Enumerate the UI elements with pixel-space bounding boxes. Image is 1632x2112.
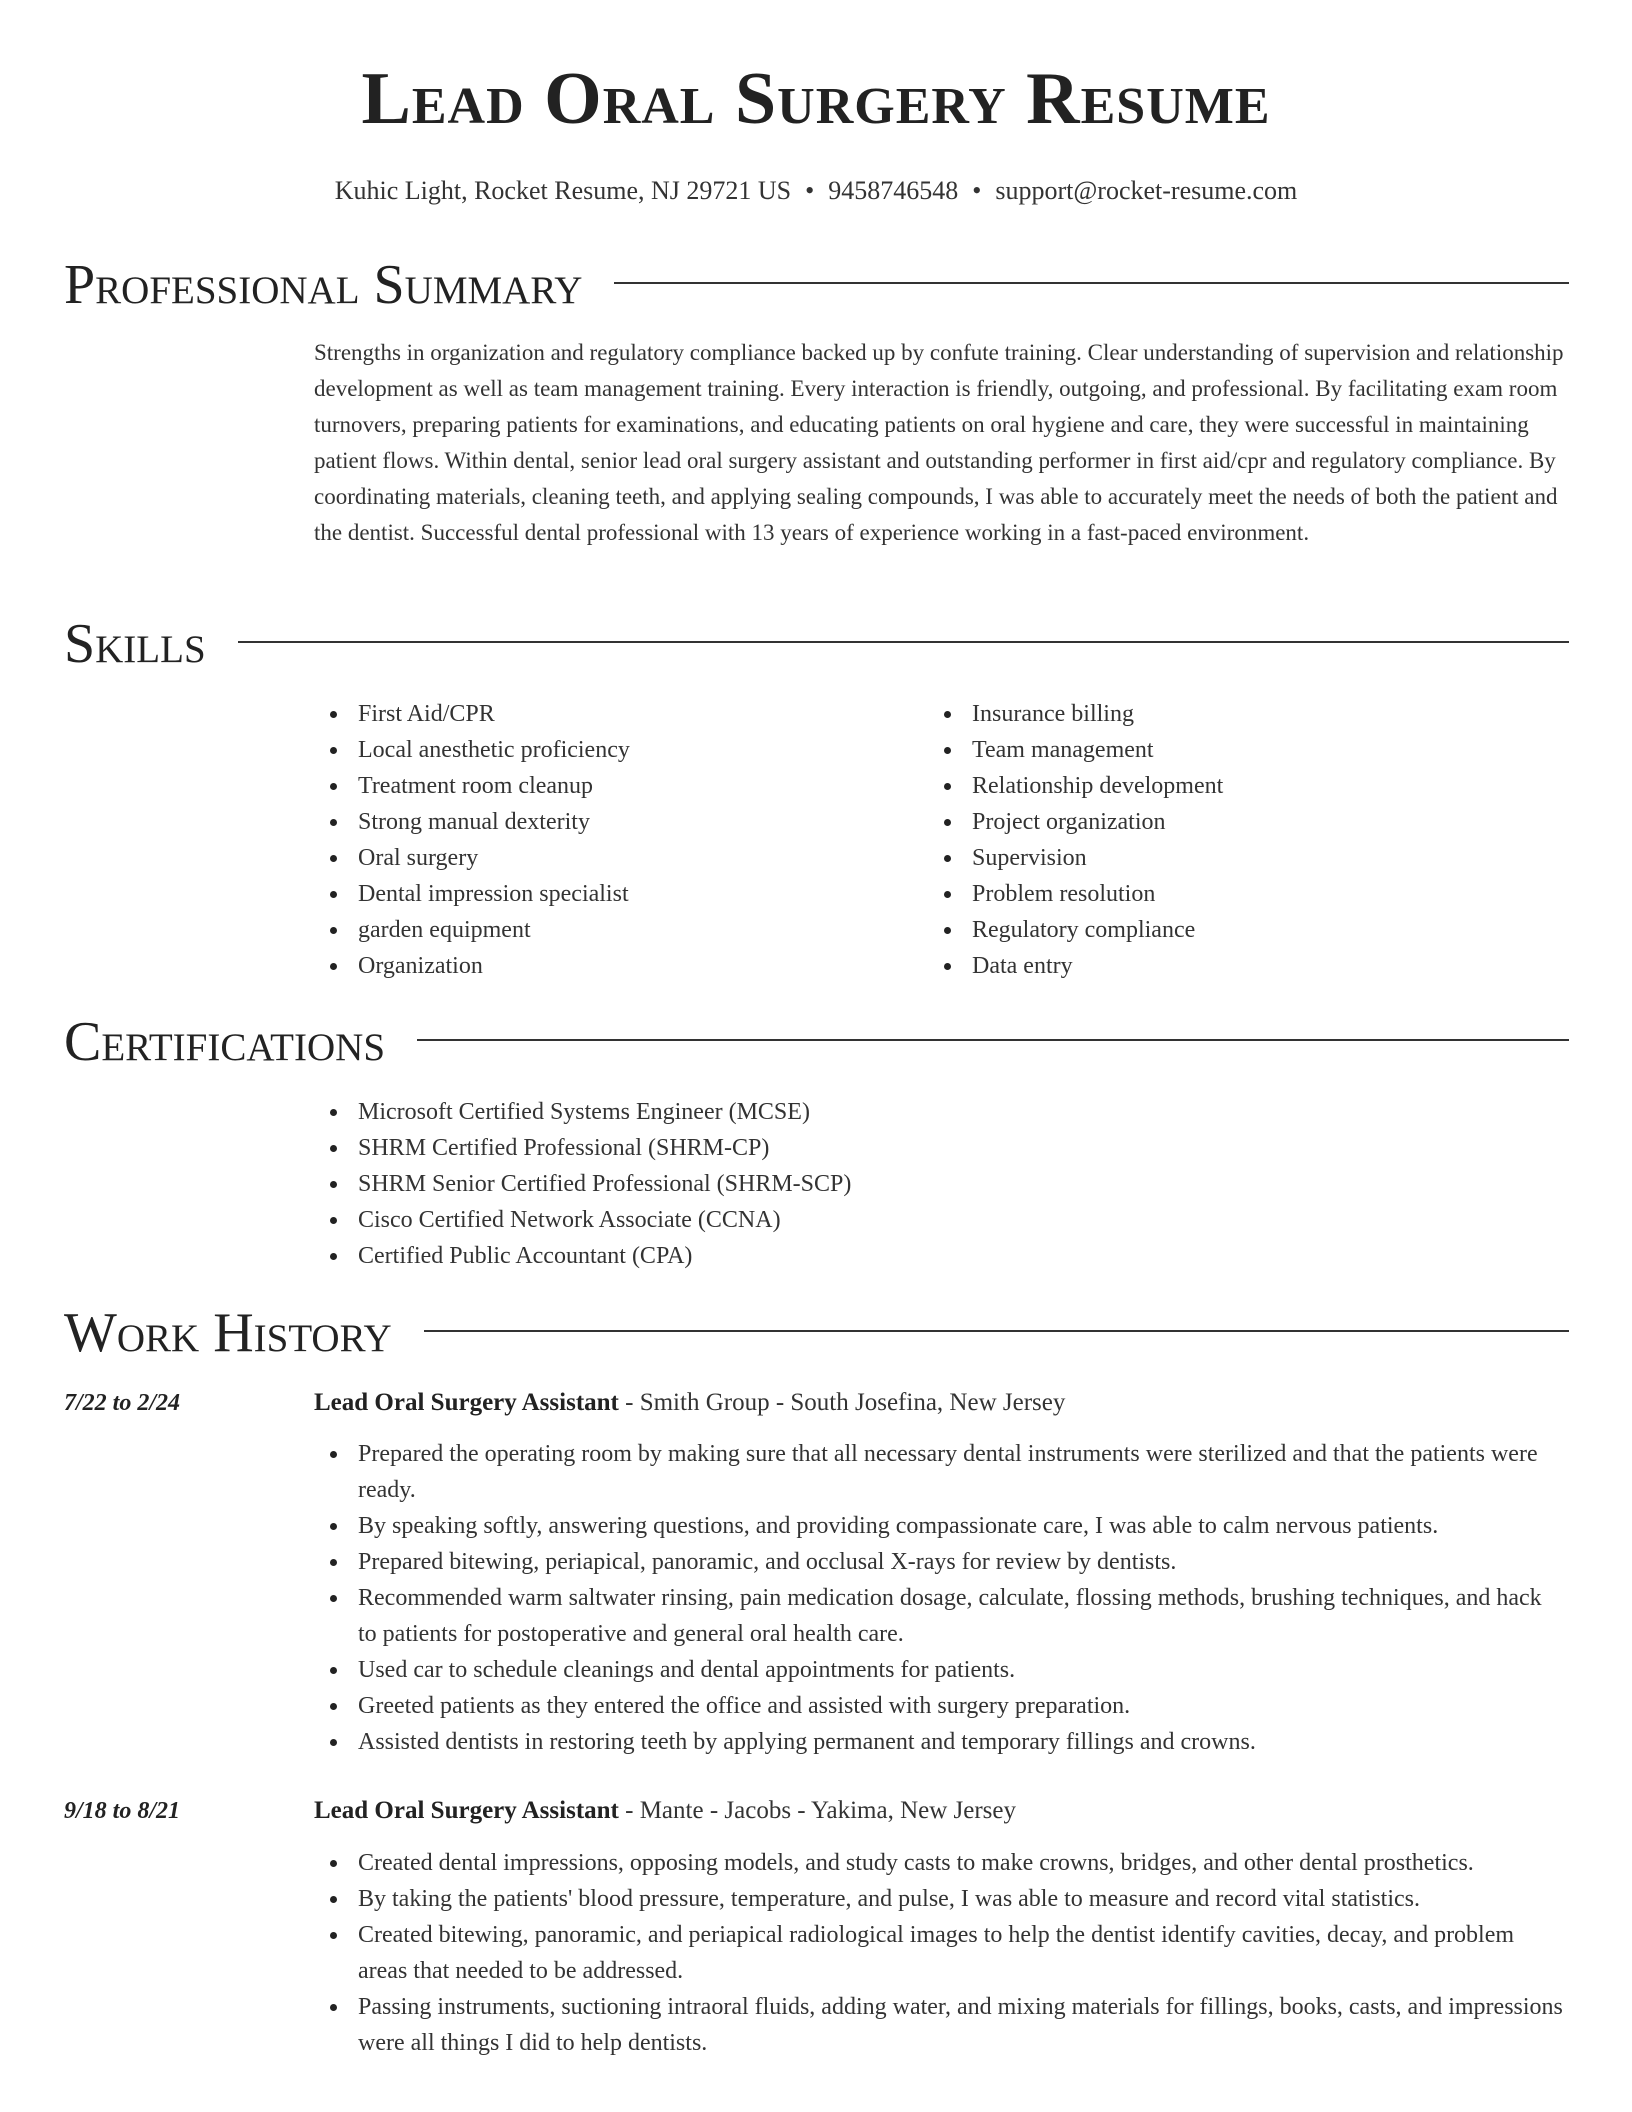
- summary-paragraph: Strengths in organization and regulatory compliance backed up by confute training. Clear understanding of supervision and relationship development as well as team management training. Every interaction is friendly, outgoing, and professional. By facilitating exam room turnovers, preparing patients for examinations, and educating patients on oral hygiene and care, they were successful in maintaining patient flows. Within dental, senior lead oral surgery assistant and outstanding performer in first aid/cpr and regulatory compliance. By coordinating materials, cleaning teeth, and applying sealing compounds, I was able to accurately meet the needs of both the patient and the dentist. Successful dental professional with 13 years of experience working in a fast-paced environment.: [314, 340, 1564, 545]
- section-title-certifications: Certifications: [64, 1011, 386, 1073]
- section-divider: [424, 1330, 1569, 1332]
- contact-line: [0, 176, 1632, 206]
- job-duty-item: Prepared the operating room by making sure that all necessary dental instruments were sterilized and that the patients were ready.: [314, 1436, 1566, 1508]
- job-duty-item: By taking the patients' blood pressure, temperature, and pulse, I was able to measure and record vital statistics.: [314, 1881, 1566, 1917]
- section-header-work-history: [64, 1303, 1569, 1363]
- job-employer-location: - Smith Group - South Josefina, New Jersey: [618, 1389, 1066, 1416]
- skill-item: Regulatory compliance: [928, 912, 1488, 948]
- job-duty-item: By speaking softly, answering questions, and providing compassionate care, I was able to calm nervous patients.: [314, 1508, 1566, 1544]
- job-duty-item: Recommended warm saltwater rinsing, pain medication dosage, calculate, flossing methods, brushing techniques, and hack to patients for postoperative and general oral health care.: [314, 1580, 1566, 1652]
- job-duty-item: Prepared bitewing, periapical, panoramic, and occlusal X-rays for review by dentists.: [314, 1544, 1566, 1580]
- skill-item: Strong manual dexterity: [314, 804, 874, 840]
- certification-item: SHRM Senior Certified Professional (SHRM-SCP): [314, 1166, 1566, 1202]
- contact-address: Kuhic Light, Rocket Resume, NJ 29721 US: [334, 176, 792, 205]
- contact-phone: 9458746548: [828, 176, 959, 205]
- section-title-summary: Professional Summary: [64, 254, 583, 316]
- section-header-certifications: [64, 1012, 1569, 1072]
- contact-separator: •: [972, 176, 982, 205]
- job-title: Lead Oral Surgery Assistant: [314, 1389, 619, 1416]
- job-dates: 7/22 to 2/24: [64, 1390, 181, 1416]
- job-header: [314, 1385, 1566, 1421]
- job-duty-item: Created dental impressions, opposing models, and study casts to make crowns, bridges, and other dental prosthetics.: [314, 1845, 1566, 1881]
- skill-item: First Aid/CPR: [314, 696, 874, 732]
- skill-item: Problem resolution: [928, 876, 1488, 912]
- skill-item: Oral surgery: [314, 840, 874, 876]
- contact-email: support@rocket-resume.com: [995, 176, 1298, 205]
- resume-title: Lead Oral Surgery Resume: [361, 58, 1271, 140]
- section-header-skills: [64, 614, 1569, 674]
- section-header-summary: [64, 255, 1569, 315]
- job-duty-item: Used car to schedule cleanings and dental appointments for patients.: [314, 1652, 1566, 1688]
- job-duties-list: [314, 1845, 1566, 2061]
- skill-item: Data entry: [928, 948, 1488, 984]
- job-duty-item: Assisted dentists in restoring teeth by applying permanent and temporary fillings and crowns.: [314, 1724, 1566, 1760]
- section-divider: [614, 282, 1569, 284]
- skill-item: Local anesthetic proficiency: [314, 732, 874, 768]
- certification-item: Microsoft Certified Systems Engineer (MCSE): [314, 1094, 1566, 1130]
- skill-item: Supervision: [928, 840, 1488, 876]
- certification-item: Certified Public Accountant (CPA): [314, 1238, 1566, 1274]
- contact-separator: •: [805, 176, 815, 205]
- skill-item: garden equipment: [314, 912, 874, 948]
- certification-item: SHRM Certified Professional (SHRM-CP): [314, 1130, 1566, 1166]
- skill-item: Dental impression specialist: [314, 876, 874, 912]
- section-title-skills: Skills: [64, 613, 206, 675]
- section-title-work-history: Work History: [64, 1302, 392, 1364]
- certification-item: Cisco Certified Network Associate (CCNA): [314, 1202, 1566, 1238]
- certifications-list: [314, 1094, 1566, 1274]
- job-dates: 9/18 to 8/21: [64, 1798, 181, 1824]
- skills-list-right: [928, 696, 1488, 984]
- section-divider: [417, 1039, 1569, 1041]
- skill-item: Relationship development: [928, 768, 1488, 804]
- skills-list-left: [314, 696, 874, 984]
- job-header: [314, 1793, 1566, 1829]
- job-duties-list: [314, 1436, 1566, 1760]
- job-duty-item: Passing instruments, suctioning intraoral fluids, adding water, and mixing materials for fillings, books, casts, and impressions were all things I did to help dentists.: [314, 1989, 1566, 2061]
- skill-item: Organization: [314, 948, 874, 984]
- skill-item: Treatment room cleanup: [314, 768, 874, 804]
- job-duty-item: Greeted patients as they entered the office and assisted with surgery preparation.: [314, 1688, 1566, 1724]
- skill-item: Team management: [928, 732, 1488, 768]
- section-divider: [238, 641, 1569, 643]
- job-title: Lead Oral Surgery Assistant: [314, 1797, 619, 1824]
- job-employer-location: - Mante - Jacobs - Yakima, New Jersey: [618, 1797, 1017, 1824]
- skill-item: Project organization: [928, 804, 1488, 840]
- job-duty-item: Created bitewing, panoramic, and periapical radiological images to help the dentist identify cavities, decay, and problem areas that needed to be addressed.: [314, 1917, 1566, 1989]
- skill-item: Insurance billing: [928, 696, 1488, 732]
